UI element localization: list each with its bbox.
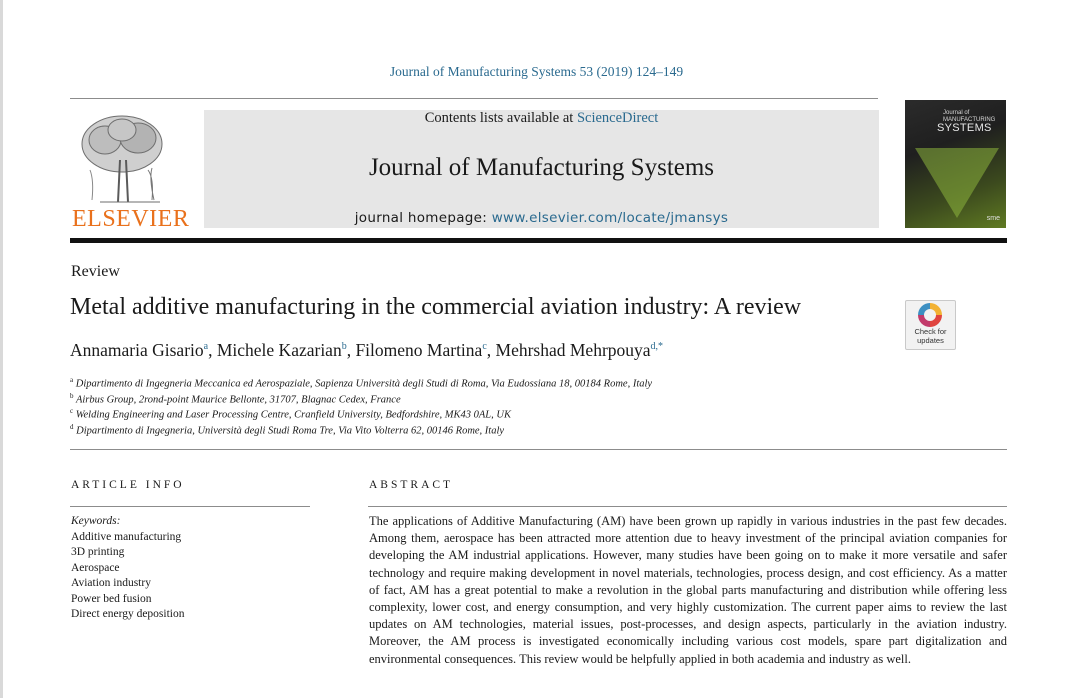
divider <box>70 98 878 99</box>
keyword-item: Aviation industry <box>71 577 151 589</box>
affiliations <box>70 373 652 435</box>
author-name[interactable]: Michele Kazarian <box>216 340 342 360</box>
homepage-line: journal homepage: www.elsevier.com/locate/jmansys <box>354 210 729 226</box>
author-affiliation-mark[interactable]: c <box>482 341 487 353</box>
article-type: Review <box>71 263 120 280</box>
author-name[interactable]: Filomeno Martina <box>355 340 483 360</box>
author-name[interactable]: Mehrshad Mehrpouya <box>495 340 651 360</box>
author-list: Annamaria Gisario$^a$, Michele Kazarian$^b$, Filomeno Martina$^c$, Mehrshad Mehrpouya$^{d,*}$ <box>70 340 664 360</box>
author-affiliation-mark[interactable]: d,* <box>650 341 664 353</box>
divider <box>368 506 1007 507</box>
author-affiliation-mark[interactable]: a <box>203 341 209 353</box>
abstract-heading: ABSTRACT <box>369 479 454 491</box>
affiliation-item: $^b$ Airbus Group, 2rond-point Maurice Bellonte, 31707, Blagnac Cedex, France <box>70 391 401 405</box>
contents-line: Contents lists available at ScienceDirect <box>424 110 659 126</box>
check-for-updates-button[interactable] <box>905 300 956 350</box>
article-title: Metal additive manufacturing in the commercial aviation industry: A review <box>70 294 802 320</box>
affiliation-item: $^d$ Dipartimento di Ingegneria, Università degli Studi Roma Tre, Via Vito Volterra 62, 00146 Rome, Italy <box>70 422 505 436</box>
tree-icon <box>70 110 180 206</box>
divider <box>70 449 1007 450</box>
keyword-item: Aerospace <box>71 561 120 574</box>
publisher-name: ELSEVIER <box>72 206 190 232</box>
keywords-label: Keywords: <box>71 515 121 527</box>
article-info-heading: ARTICLE INFO <box>71 479 185 491</box>
cover-journal-line: Journal of MANUFACTURING <box>943 110 996 123</box>
page-edge <box>0 0 3 698</box>
masthead <box>204 110 879 228</box>
abstract-text: The applications of Additive Manufacturing (AM) have been grown up rapidly in various industries in the past few decades. Among them, aerospace has been attracted more attention due to heavy investment of the principal aviation companies for developing the AM industrial applications. However, many studies have been going on to make it more versatile and safer technology and require making development in novel materials, technologies, process design, and cost efficiency. As a matter of fact, AM has a great potential to make a revolution in the global parts manufacturing and distribution while offering less complexity, lower cost, and energy consumption, and very highly customization. The current paper aims to review the last updates on AM technologies, material issues, post-processes, and design aspects, particularly in the aviation industry. Moreover, the AM process is investigated economically including various cost models, spare part digitalization and environmental consequences. This review would be helpfully applied in both academia and industry as well. <box>369 514 1007 666</box>
keywords <box>71 514 184 623</box>
divider <box>70 506 310 507</box>
affiliation-item: $^c$ Welding Engineering and Laser Processing Centre, Cranfield University, Bedfordshire, MK43 0AL, UK <box>70 407 511 421</box>
check-for-updates-label: Check for updates <box>914 327 947 345</box>
cover-sme: sme <box>986 215 1000 222</box>
keyword-item: Power bed fusion <box>71 592 152 605</box>
keyword-item: Additive manufacturing <box>71 530 182 543</box>
journal-cover[interactable] <box>905 100 1006 228</box>
cover-systems: SYSTEMS <box>937 122 992 134</box>
author-name[interactable]: Annamaria Gisario <box>70 340 204 360</box>
author-affiliation-mark[interactable]: b <box>341 341 347 353</box>
header-rule <box>70 238 1007 243</box>
keyword-item: Direct energy deposition <box>71 608 185 620</box>
journal-citation[interactable]: Journal of Manufacturing Systems 53 (2019) 124–149 <box>389 64 684 79</box>
sciencedirect-link[interactable]: ScienceDirect <box>576 110 659 126</box>
crossmark-icon <box>918 303 942 327</box>
cover-graphic <box>915 148 999 218</box>
homepage-link[interactable]: www.elsevier.com/locate/jmansys <box>491 210 729 226</box>
keyword-item: 3D printing <box>71 546 125 558</box>
journal-title: Journal of Manufacturing Systems <box>368 154 715 181</box>
affiliation-item: $^a$ Dipartimento di Ingegneria Meccanica ed Aerospaziale, Sapienza Università degli Studi di Roma, Via Eudossiana 18, 00184 Rome, Italy <box>70 376 653 390</box>
